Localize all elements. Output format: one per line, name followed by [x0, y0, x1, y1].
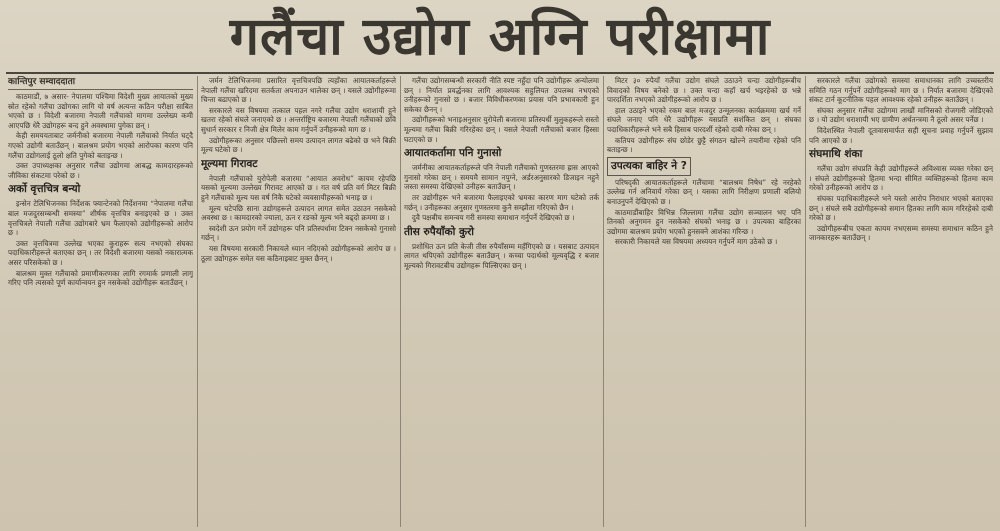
column-3: [404, 76, 599, 527]
paragraph: गलैंचा उद्योग संघप्रति केही उद्योगीहरूले अविश्वास व्यक्त गरेका छन् । संघले उद्योगीहरूको हितमा भन्दा सीमित व्यक्तिहरूको हितमा काम गरेको उनीहरूको आरोप छ ।: [809, 164, 993, 193]
column-1: [8, 76, 193, 527]
column-divider: [805, 76, 806, 527]
paragraph: उद्योगीहरूका अनुसार पछिल्लो समय उत्पादन लागत बढेको छ भने बिक्री मूल्य घटेको छ ।: [201, 135, 396, 155]
paragraph: मूल्य घटेपछि साना उद्योगहरूले उत्पादन लागत समेत उठाउन नसकेको अवस्था छ । कामदारको ज्याला, ऊन र रङको मूल्य भने बढ्दो क्रममा छ ।: [201, 203, 396, 223]
paragraph: बालश्रम मुक्त गलैंचाको प्रमाणीकरणका लागि रगमार्क प्रणाली लागू गरिए पनि त्यसको पूर्ण कार्यान्वयन हुन नसकेको उद्योगीहरू बताउँछन् ।: [8, 268, 193, 288]
paragraph: जर्मनीका आयातकर्ताहरूले पनि नेपाली गलैंचाको गुणस्तरमा ह्रास आएको गुनासो गरेका छन् । समयमै सामान नपुग्ने, अर्डरअनुसारको डिजाइन नहुने जस्ता समस्या देखिएको उनीहरू बताउँछन् ।: [404, 163, 599, 192]
paragraph: यस विषयमा सरकारी निकायले ध्यान नदिएको उद्योगीहरूको आरोप छ । ठूला उद्योगहरू समेत यस कठिनाइबाट मुक्त छैनन् ।: [201, 243, 396, 263]
paragraph: मिटर ३० रुपैयाँ गलैंचा उद्योग संघले उठाउने चन्दा उद्योगीहरूबीच विवादको विषय बनेको छ । उक्त चन्दा कहाँ खर्च भइरहेको छ भन्ने पारदर्शिता नभएको उद्योगीहरूको आरोप छ ।: [607, 76, 801, 105]
column-4: [607, 76, 801, 527]
paragraph: नेपाली गलैंचाको युरोपेली बजारमा “आयात अवरोध” कायम रहेपछि यसको मूल्यमा उल्लेख्य गिरावट आएको छ । गत वर्ष प्रति वर्ग मिटर बिक्री हुने गलैंचाको मूल्य यस वर्ष निकै घटेको व्यवसायीहरूको भनाइ छ ।: [201, 173, 396, 202]
paragraph: उक्त उपाध्यक्षका अनुसार गलैंचा उद्योगमा आबद्ध कामदारहरूको जीविका संकटमा परेको छ ।: [8, 161, 193, 180]
headline: गलैंचा उद्योग अग्नि परीक्षामा: [229, 7, 771, 67]
paragraph: सरकारले यस विषयमा तत्काल पहल नगरे गलैंचा उद्योग धराशायी हुने खतरा रहेको संघले जनाएको छ । अन्तर्राष्ट्रिय बजारमा नेपाली गलैंचाको छवि सुधार्न सरकार र निजी क्षेत्र मिलेर काम गर्नुपर्ने उनीहरूको माग छ ।: [201, 105, 396, 134]
column-divider: [603, 76, 604, 527]
paragraph: सरकारले गलैंचा उद्योगको समस्या समाधानका लागि उच्चस्तरीय समिति गठन गर्नुपर्ने उद्योगीहरूको माग छ । निर्यात बजारमा देखिएको संकट टार्न कूटनीतिक पहल आवश्यक रहेको उनीहरू बताउँछन् ।: [809, 76, 993, 105]
paragraph: दुवै पक्षबीच समन्वय गरी समस्या समाधान गर्नुपर्ने देखिएको छ ।: [412, 213, 575, 223]
subheading: आयातकर्तामा पनि गुनासो: [404, 147, 502, 160]
paragraph: विदेशस्थित नेपाली दूतावासमार्फत सही सूचना प्रवाह गर्नुपर्ने सुझाव पनि आएको छ ।: [809, 125, 993, 145]
paragraph: स्वदेशी ऊन प्रयोग गर्ने उद्योगहरू पनि प्रतिस्पर्धामा टिक्न नसकेको गुनासो गर्छन् ।: [201, 223, 396, 243]
paragraph: प्रशोधित ऊन प्रति केजी तीस रुपैयाँसम्म महँगिएको छ । यसबाट उत्पादन लागत थपिएको उद्योगीहरू बताउँछन् । कच्चा पदार्थको मूल्यवृद्धि र बजार मूल्यको गिरावटबीच उद्योगहरू पिल्सिएका छन् ।: [404, 241, 599, 270]
column-2: [201, 76, 396, 527]
paragraph: तर उद्योगीहरू भने बजारमा फैलाइएको भ्रमका कारण माग घटेको तर्क गर्छन् । उनीहरूका अनुसार गुणस्तरमा कुनै सम्झौता गरिएको छैन ।: [404, 192, 599, 212]
paragraph: उद्योगीहरूको भनाइअनुसार युरोपेली बजारमा प्रतिस्पर्धी मुलुकहरूले सस्तो मूल्यमा गलैंचा बिक्री गरिरहेका छन् । यसले नेपाली गलैंचाको बजार हिस्सा घटाएको छ ।: [404, 115, 599, 144]
subheading: तीस रुपैयाँको कुरो: [404, 225, 475, 238]
subheading: मूल्यमा गिरावट: [201, 157, 258, 170]
headline-rule: [6, 72, 994, 74]
column-5: [809, 76, 993, 527]
paragraph: काठमाडौं, ७ असार- नेपालमा पश्चिमा विदेशी मुख्य आयातको मुख्य स्रोत रहेको गलैंचा उद्योगका लागि यो वर्ष अत्यन्त कठिन परीक्षा साबित भएको छ । विदेशी बजारमा नेपाली गलैंचाको मागमा उल्लेख्य कमी आएपछि धेरै उद्योगहरू बन्द हुने अवस्थामा पुगेका छन् ।: [8, 92, 193, 130]
paragraph: संघका अनुसार गलैंचा उद्योगमा लाखौं मानिसको रोजगारी जोडिएको छ । यो उद्योग धराशायी भए ग्रामीण अर्थतन्त्रमा नै ठूलो असर पर्नेछ ।: [809, 105, 993, 125]
column-divider: [197, 76, 198, 527]
paragraph: उद्योगीहरूबीच एकता कायम नभएसम्म समस्या समाधान कठिन हुने जानकारहरू बताउँछन् ।: [809, 223, 993, 243]
subheading: संघमाथि शंका: [809, 148, 863, 161]
paragraph: उक्त वृत्तचित्रमा उल्लेख भएका कुराहरू सत्य नभएको संघका पदाधिकारीहरूले बताएका छन् । तर विदेशी बजारमा यसको नकारात्मक असर परिसकेको छ ।: [8, 238, 193, 267]
paragraph: हाल उठाइने भएको रकम बाल मजदुर उन्मूलनका कार्यक्रममा खर्च गर्ने संघले जनाए पनि धेरै उद्योगीहरू यसप्रति सशंकित छन् । संघका पदाधिकारीहरूले भने सबै हिसाब पारदर्शी रहेको दाबी गरेका छन् ।: [607, 105, 801, 134]
paragraph: सरकारी निकायले यस विषयमा अध्ययन गर्नुपर्ने माग उठेको छ ।: [615, 237, 778, 247]
paragraph: काठमाडौंबाहिर विभिन्न जिल्लामा गलैंचा उद्योग सञ्चालन भए पनि तिनको अनुगमन हुन नसकेको संघको भनाइ छ । उपत्यका बाहिरका उद्योगमा बालश्रम प्रयोग भएको हुनसक्ने आशंका गरिन्छ ।: [607, 207, 801, 236]
subheading: [607, 157, 801, 176]
paragraph: केही समययताबाट जर्मनीको बजारमा नेपाली गलैंचाको निर्यात घट्दै गएको उद्योगी बताउँछन् । बालश्रम प्रयोग भएको आरोपका कारण पनि गलैंचा उद्योगलाई ठूलो क्षति पुगेको बताइन्छ ।: [8, 131, 193, 160]
column-divider: [400, 76, 401, 527]
paragraph: परिषद्‌की आयातकर्ताहरूले गलैंचामा “बालश्रम निषेध” रहे नरहेको उल्लेख गर्न अनिवार्य गरेका छन् । यसका लागि निरीक्षण प्रणाली बलियो बनाउनुपर्ने देखिएको छ ।: [607, 177, 801, 206]
paragraph: इन्सेन टेलिभिजनका निर्देशक फ्यान्टेनको निर्देशनमा “नेपालमा गलैंचा बाल मजदुरसम्बन्धी समस्या” शीर्षक वृत्तचित्र बनाइएको छ । उक्त वृत्तचित्रले नेपाली गलैंचा उद्योगबारे भ्रम फैलाएको उद्योगीहरूको आरोप छ ।: [8, 199, 193, 238]
paragraph: संघका पदाधिकारीहरूले भने यस्तो आरोप निराधार भएको बताएका छन् । संघले सबै उद्योगीहरूको समान हितका लागि काम गरिरहेको दाबी गरेको छ ।: [809, 193, 993, 223]
byline: कान्तिपुर सम्वाददाता: [8, 76, 193, 90]
subheading: अर्को वृत्तचित्र बन्यो: [8, 183, 81, 196]
paragraph: जर्मन टेलिभिजनमा प्रसारित वृत्तचित्रपछि त्यहाँका आयातकर्ताहरूले नेपाली गलैंचा खरिदमा सतर्कता अपनाउन थालेका छन् । यसले उद्योगीहरूमा चिन्ता बढाएको छ ।: [201, 76, 396, 105]
paragraph: कतिपय उद्योगीहरू संघ छोडेर छुट्टै संगठन खोल्ने तयारीमा रहेको पनि बताइन्छ ।: [607, 135, 801, 155]
subheading-box: उपत्यका बाहिर ने ?: [607, 157, 691, 176]
paragraph: गलैंचा उद्योगसम्बन्धी सरकारी नीति स्पष्ट नहुँदा पनि उद्योगीहरू अन्योलमा छन् । निर्यात प्रवर्द्धनका लागि आवश्यक सहुलियत उपलब्ध नभएको उनीहरूको गुनासो छ । बजार विविधीकरणका प्रयास पनि प्रभावकारी हुन सकेका छैनन् ।: [404, 76, 599, 114]
